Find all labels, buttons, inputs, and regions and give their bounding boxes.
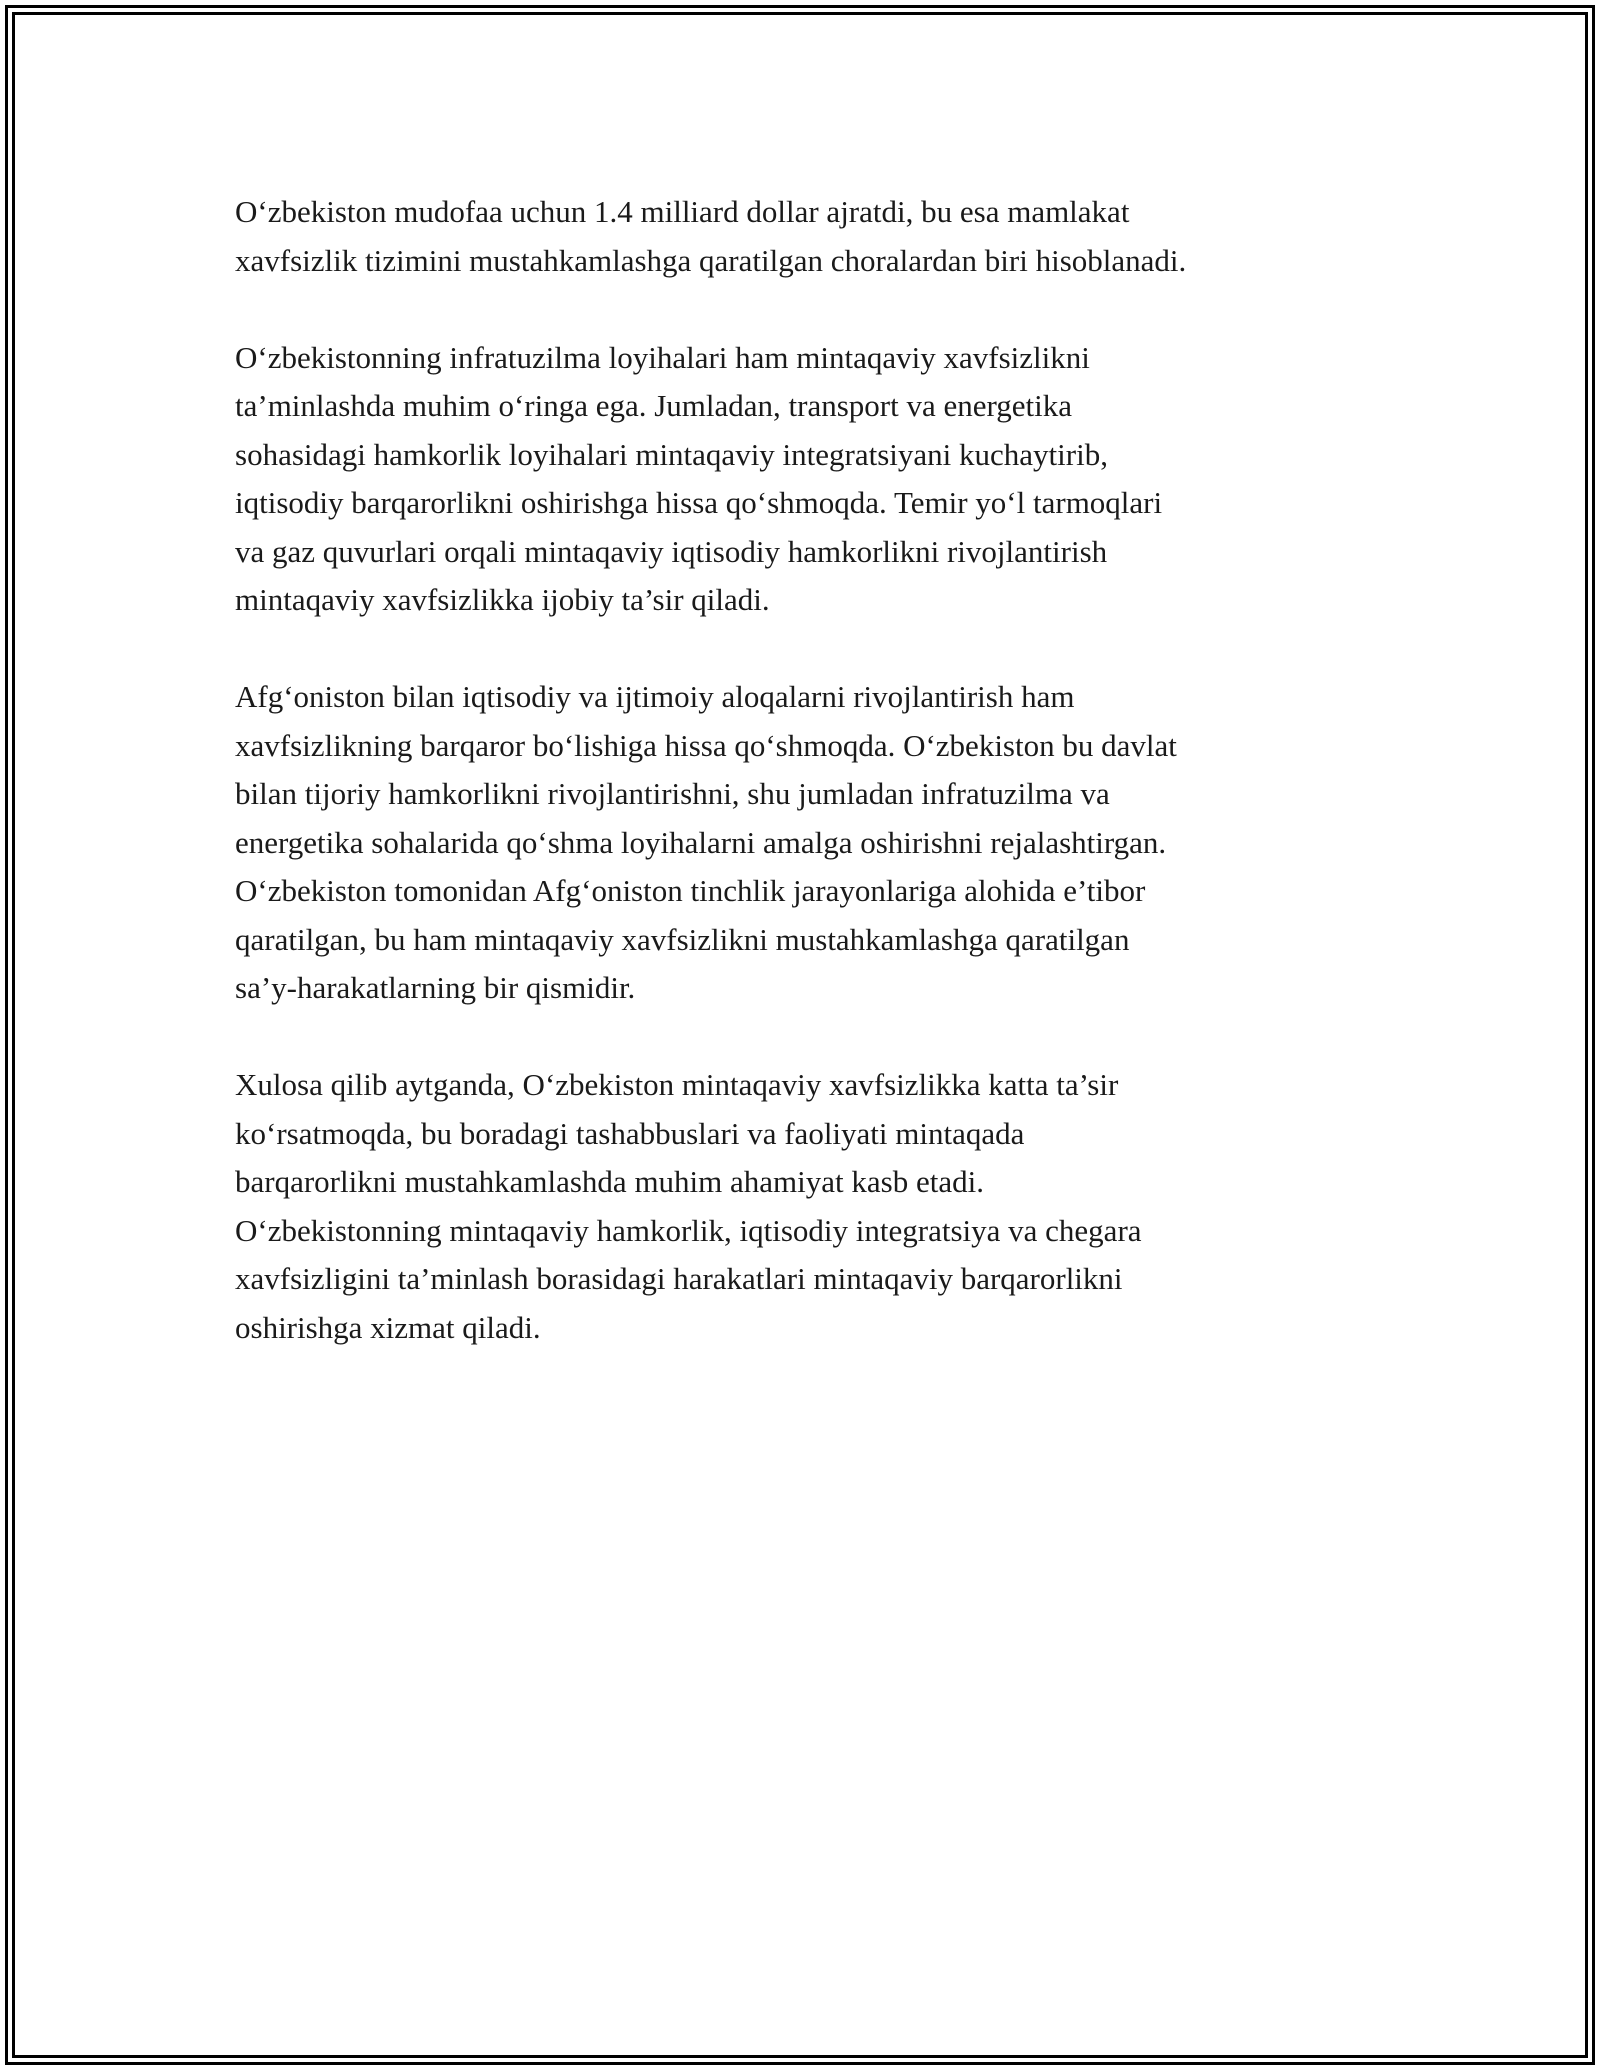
paragraph-line: barqarorlikni mustahkamlashda muhim ahamiyat kasb etadi. <box>235 1164 984 1199</box>
paragraph-line: mintaqaviy xavfsizlikka ijobiy ta’sir qiladi. <box>235 582 770 617</box>
paragraph-line: va gaz quvurlari orqali mintaqaviy iqtisodiy hamkorlikni rivojlantirish <box>235 533 1108 569</box>
paragraph-line: qaratilgan, bu ham mintaqaviy xavfsizlikni mustahkamlashga qaratilgan <box>235 921 1130 957</box>
paragraph-4 <box>235 1061 1415 1352</box>
paragraph-line: xavfsizlikning barqaror bo‘lishiga hissa qo‘shmoqda. O‘zbekiston bu davlat <box>235 727 1177 763</box>
paragraph-3 <box>235 673 1415 1013</box>
paragraph-line: sa’y-harakatlarning bir qismidir. <box>235 970 636 1005</box>
paragraph-line: O‘zbekiston mudofaa uchun 1.4 milliard dollar ajratdi, bu esa mamlakat <box>235 194 1130 229</box>
paragraph-line: O‘zbekistonning mintaqaviy hamkorlik, iqtisodiy integratsiya va chegara <box>235 1212 1142 1248</box>
document-body <box>235 188 1415 1401</box>
paragraph-line: iqtisodiy barqarorlikni oshirishga hissa qo‘shmoqda. Temir yo‘l tarmoqlari <box>235 485 1163 520</box>
paragraph-line: xavfsizlik tizimini mustahkamlashga qaratilgan choralardan biri hisoblanadi. <box>235 242 1187 278</box>
paragraph-line: xavfsizligini ta’minlash borasidagi harakatlari mintaqaviy barqarorlikni <box>235 1261 1123 1296</box>
paragraph-line: bilan tijoriy hamkorlikni rivojlantirishni, shu jumladan infratuzilma va <box>235 776 1110 811</box>
paragraph-line: energetika sohalarida qo‘shma loyihalarni amalga oshirishni rejalashtirgan. <box>235 824 1167 860</box>
paragraph-line: sohasidagi hamkorlik loyihalari mintaqaviy integratsiyani kuchaytirib, <box>235 436 1108 472</box>
paragraph-line: oshirishga xizmat qiladi. <box>235 1309 541 1345</box>
paragraph-line: ta’minlashda muhim o‘ringa ega. Jumladan, transport va energetika <box>235 388 1073 423</box>
paragraph-2 <box>235 334 1415 625</box>
paragraph-line: Afg‘oniston bilan iqtisodiy va ijtimoiy aloqalarni rivojlantirish ham <box>235 679 1075 714</box>
paragraph-1 <box>235 188 1415 285</box>
paragraph-line: O‘zbekiston tomonidan Afg‘oniston tinchlik jarayonlariga alohida e’tibor <box>235 873 1146 908</box>
paragraph-line: ko‘rsatmoqda, bu boradagi tashabbuslari va faoliyati mintaqada <box>235 1115 1025 1151</box>
paragraph-line: Xulosa qilib aytganda, O‘zbekiston mintaqaviy xavfsizlikka katta ta’sir <box>235 1067 1119 1102</box>
paragraph-line: O‘zbekistonning infratuzilma loyihalari ham mintaqaviy xavfsizlikni <box>235 339 1090 375</box>
